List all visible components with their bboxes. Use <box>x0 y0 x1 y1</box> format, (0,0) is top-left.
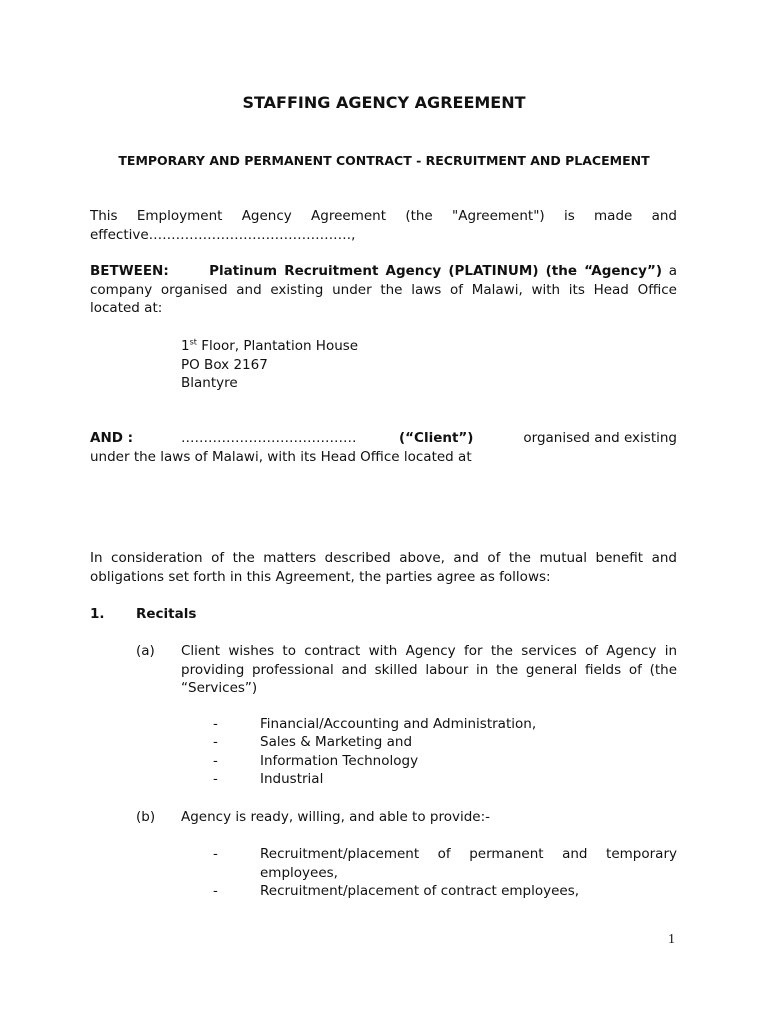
and-text-tail: organised and existing <box>523 430 677 446</box>
between-paragraph <box>90 262 677 318</box>
address-line-1: 1st Floor, Plantation House <box>181 337 359 354</box>
clause-a-text: Client wishes to contract with Agency for the services of Agency in providing professional and skilled labour in the general fields of (the “Services”) <box>181 643 677 696</box>
intro-paragraph: This Employment Agency Agreement (the "Agreement") is made and effective………………………………………, <box>90 208 677 243</box>
list-item: Recruitment/placement of permanent and temporary employees, <box>260 846 677 881</box>
section-title: Recitals <box>136 606 197 622</box>
page-number: 1 <box>668 932 675 947</box>
list-dash: - <box>213 734 218 750</box>
list-item: Financial/Accounting and Administration, <box>260 716 537 732</box>
list-dash: - <box>213 883 218 899</box>
client-label: (“Client”) <box>399 430 474 446</box>
list-item: Recruitment/placement of contract employees, <box>260 883 580 899</box>
list-item: Sales & Marketing and <box>260 734 413 750</box>
client-blank: ………………………………… <box>181 430 357 446</box>
address-line-3: Blantyre <box>181 375 238 391</box>
agency-party: Platinum Recruitment Agency (PLATINUM) (the “Agency”) <box>209 263 662 279</box>
and-label: AND : <box>90 430 134 446</box>
section-number: 1. <box>90 606 105 622</box>
document-title: STAFFING AGENCY AGREEMENT <box>242 93 526 112</box>
list-item: Information Technology <box>260 753 419 769</box>
document-subtitle: TEMPORARY AND PERMANENT CONTRACT - RECRUITMENT AND PLACEMENT <box>118 153 650 168</box>
list-item: Industrial <box>260 771 324 787</box>
list-dash: - <box>213 771 218 787</box>
clause-b-label: (b) <box>136 809 156 825</box>
clause-b-text: Agency is ready, willing, and able to provide:- <box>181 809 491 825</box>
list-dash: - <box>213 753 218 769</box>
between-text: a company organised and existing under the laws of Malawi, with its Head Office located at: <box>90 263 677 316</box>
clause-a-label: (a) <box>136 643 155 659</box>
list-dash: - <box>213 846 218 862</box>
list-dash: - <box>213 716 218 732</box>
between-label: BETWEEN: <box>90 263 169 279</box>
address-line-2: PO Box 2167 <box>181 357 268 373</box>
and-clause-line-2: under the laws of Malawi, with its Head Office located at <box>90 449 472 465</box>
and-clause-line <box>90 429 677 448</box>
consideration-paragraph: In consideration of the matters described above, and of the mutual benefit and obligations set forth in this Agreement, the parties agree as follows: <box>90 550 677 585</box>
